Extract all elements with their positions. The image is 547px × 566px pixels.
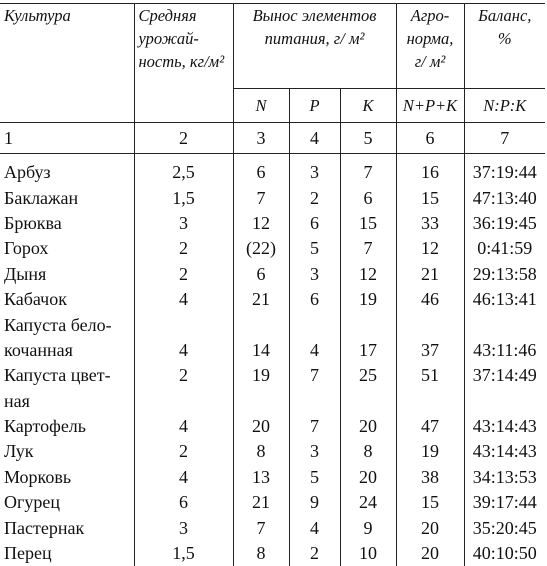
p-value: 4 — [289, 338, 340, 363]
ratio-value: 47:13:40 — [464, 185, 545, 210]
table-row — [0, 363, 545, 388]
crop-name: Баклажан — [0, 185, 134, 210]
k-value: 6 — [340, 185, 396, 210]
ratio-value: 0:41:59 — [464, 236, 545, 261]
yield-value: 3 — [134, 515, 233, 540]
nutrient-balance-table — [0, 3, 545, 566]
crop-name: Огурец — [0, 490, 134, 515]
n-value: 14 — [233, 338, 289, 363]
p-value — [289, 312, 340, 337]
column-number: 3 — [233, 123, 289, 154]
npk-sum-value: 38 — [396, 465, 464, 490]
header-crop: Культура — [0, 4, 134, 123]
k-value: 24 — [340, 490, 396, 515]
npk-sum-value: 12 — [396, 236, 464, 261]
crop-name: Лук — [0, 439, 134, 464]
ratio-value: 39:17:44 — [464, 490, 545, 515]
crop-name: Капуста цвет- — [0, 363, 134, 388]
crop-name: Дыня — [0, 262, 134, 287]
npk-sum-value: 19 — [396, 439, 464, 464]
n-value: 8 — [233, 439, 289, 464]
header-p: P — [289, 89, 340, 123]
ratio-value: 29:13:58 — [464, 262, 545, 287]
k-value: 10 — [340, 541, 396, 566]
yield-value — [134, 389, 233, 414]
npk-sum-value: 21 — [396, 262, 464, 287]
yield-value: 4 — [134, 338, 233, 363]
table-row — [0, 287, 545, 312]
ratio-value: 36:19:45 — [464, 211, 545, 236]
p-value: 7 — [289, 363, 340, 388]
column-number-row — [0, 123, 545, 154]
ratio-value — [464, 312, 545, 337]
k-value: 20 — [340, 465, 396, 490]
column-number: 1 — [0, 123, 134, 154]
npk-sum-value: 47 — [396, 414, 464, 439]
k-value: 19 — [340, 287, 396, 312]
yield-value: 4 — [134, 287, 233, 312]
k-value: 25 — [340, 363, 396, 388]
column-number: 5 — [340, 123, 396, 154]
table-row — [0, 515, 545, 540]
k-value — [340, 312, 396, 337]
yield-value: 2 — [134, 439, 233, 464]
ratio-value: 37:14:49 — [464, 363, 545, 388]
ratio-value: 37:19:44 — [464, 154, 545, 186]
header-ratio: N:P:K — [464, 89, 545, 123]
npk-sum-value: 37 — [396, 338, 464, 363]
table-row — [0, 262, 545, 287]
yield-value: 4 — [134, 465, 233, 490]
n-value: 12 — [233, 211, 289, 236]
table-row — [0, 338, 545, 363]
yield-value: 2,5 — [134, 154, 233, 186]
crop-name: Перец — [0, 541, 134, 566]
n-value — [233, 312, 289, 337]
table-row — [0, 490, 545, 515]
crop-name: Картофель — [0, 414, 134, 439]
column-number: 2 — [134, 123, 233, 154]
header-balance: Баланс, % — [464, 4, 545, 89]
table-row — [0, 414, 545, 439]
p-value: 2 — [289, 185, 340, 210]
ratio-value: 43:14:43 — [464, 439, 545, 464]
k-value: 17 — [340, 338, 396, 363]
k-value: 20 — [340, 414, 396, 439]
column-number: 6 — [396, 123, 464, 154]
k-value: 7 — [340, 154, 396, 186]
yield-value — [134, 312, 233, 337]
npk-sum-value: 51 — [396, 363, 464, 388]
npk-sum-value: 20 — [396, 515, 464, 540]
n-value: 8 — [233, 541, 289, 566]
k-value: 9 — [340, 515, 396, 540]
npk-sum-value: 15 — [396, 490, 464, 515]
p-value: 3 — [289, 154, 340, 186]
header-agronorm: Агро- норма, г/ м² — [396, 4, 464, 89]
table-row — [0, 541, 545, 566]
table-row — [0, 465, 545, 490]
npk-sum-value — [396, 389, 464, 414]
crop-name: Пастернак — [0, 515, 134, 540]
p-value: 5 — [289, 236, 340, 261]
ratio-value: 43:14:43 — [464, 414, 545, 439]
p-value: 7 — [289, 414, 340, 439]
p-value: 6 — [289, 211, 340, 236]
k-value: 12 — [340, 262, 396, 287]
table-row — [0, 439, 545, 464]
crop-name: Капуста бело- — [0, 312, 134, 337]
npk-sum-value: 20 — [396, 541, 464, 566]
npk-sum-value: 16 — [396, 154, 464, 186]
p-value: 5 — [289, 465, 340, 490]
npk-sum-value: 33 — [396, 211, 464, 236]
yield-value: 4 — [134, 414, 233, 439]
crop-name: Арбуз — [0, 154, 134, 186]
crop-name: кочанная — [0, 338, 134, 363]
k-value: 15 — [340, 211, 396, 236]
k-value: 8 — [340, 439, 396, 464]
npk-sum-value: 15 — [396, 185, 464, 210]
crop-name: Горох — [0, 236, 134, 261]
k-value: 7 — [340, 236, 396, 261]
header-removal: Вынос элементов питания, г/ м² — [233, 4, 396, 89]
n-value: 19 — [233, 363, 289, 388]
ratio-value — [464, 389, 545, 414]
header-npk: N+P+K — [396, 89, 464, 123]
column-number: 4 — [289, 123, 340, 154]
n-value: 21 — [233, 287, 289, 312]
npk-sum-value: 46 — [396, 287, 464, 312]
p-value: 3 — [289, 262, 340, 287]
crop-name: Морковь — [0, 465, 134, 490]
yield-value: 3 — [134, 211, 233, 236]
yield-value: 1,5 — [134, 185, 233, 210]
n-value: 20 — [233, 414, 289, 439]
ratio-value: 40:10:50 — [464, 541, 545, 566]
yield-value: 2 — [134, 363, 233, 388]
n-value: 21 — [233, 490, 289, 515]
table-row — [0, 185, 545, 210]
p-value: 9 — [289, 490, 340, 515]
p-value — [289, 389, 340, 414]
p-value: 4 — [289, 515, 340, 540]
n-value: 6 — [233, 262, 289, 287]
header-yield: Средняя урожай- ность, кг/м² — [134, 4, 233, 123]
n-value: 6 — [233, 154, 289, 186]
yield-value: 2 — [134, 262, 233, 287]
table-row — [0, 154, 545, 186]
ratio-value: 46:13:41 — [464, 287, 545, 312]
table-row — [0, 312, 545, 337]
yield-value: 6 — [134, 490, 233, 515]
k-value — [340, 389, 396, 414]
crop-name: Брюква — [0, 211, 134, 236]
crop-name: ная — [0, 389, 134, 414]
table-row — [0, 389, 545, 414]
crop-name: Кабачок — [0, 287, 134, 312]
column-number: 7 — [464, 123, 545, 154]
n-value: (22) — [233, 236, 289, 261]
table-row — [0, 211, 545, 236]
n-value: 13 — [233, 465, 289, 490]
table-body — [0, 154, 545, 566]
p-value: 2 — [289, 541, 340, 566]
ratio-value: 34:13:53 — [464, 465, 545, 490]
n-value: 7 — [233, 515, 289, 540]
npk-sum-value — [396, 312, 464, 337]
p-value: 6 — [289, 287, 340, 312]
n-value: 7 — [233, 185, 289, 210]
n-value — [233, 389, 289, 414]
yield-value: 2 — [134, 236, 233, 261]
ratio-value: 43:11:46 — [464, 338, 545, 363]
p-value: 3 — [289, 439, 340, 464]
header-k: K — [340, 89, 396, 123]
yield-value: 1,5 — [134, 541, 233, 566]
header-n: N — [233, 89, 289, 123]
table-row — [0, 236, 545, 261]
ratio-value: 35:20:45 — [464, 515, 545, 540]
